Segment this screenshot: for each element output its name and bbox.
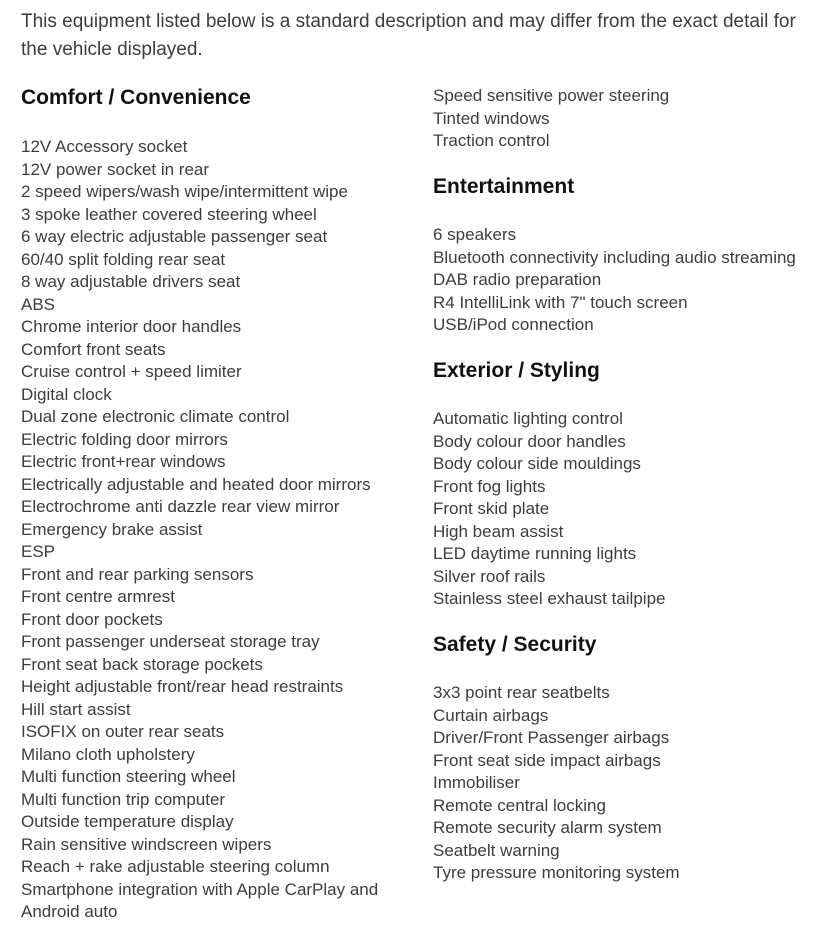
list-item: DAB radio preparation [433, 270, 602, 289]
list-item: 6 way electric adjustable passenger seat [21, 227, 328, 246]
list-item: ESP [21, 542, 56, 561]
list-item: Stainless steel exhaust tailpipe [433, 589, 666, 608]
list-item: 8 way adjustable drivers seat [21, 272, 241, 291]
list-item: Front door pockets [21, 609, 163, 629]
list-item: Cruise control + speed limiter [21, 362, 242, 381]
list-item: Tinted windows [433, 108, 550, 128]
list-item: 2 speed wipers/wash wipe/intermittent wipe [21, 182, 348, 201]
list-item: Multi function steering wheel [21, 767, 236, 786]
safety-list [433, 682, 680, 885]
entertainment-heading: Entertainment [433, 175, 575, 198]
list-item: Front fog lights [433, 476, 546, 496]
list-item: Body colour side mouldings [433, 454, 641, 473]
list-item: ABS [21, 294, 56, 314]
list-item: Comfort front seats [21, 339, 166, 359]
list-item: Tyre pressure monitoring system [433, 863, 680, 882]
list-item: 3x3 point rear seatbelts [433, 683, 610, 702]
list-item: Outside temperature display [21, 812, 234, 831]
list-item: Curtain airbags [433, 705, 549, 725]
list-item: Hill start assist [21, 699, 131, 719]
list-item: Milano cloth upholstery [21, 744, 195, 764]
list-item: Driver/Front Passenger airbags [433, 728, 670, 747]
list-item: Immobiliser [433, 773, 520, 792]
list-item: Rain sensitive windscreen wipers [21, 834, 272, 854]
exterior-list [433, 408, 665, 611]
list-item: Front centre armrest [21, 587, 175, 606]
list-item: Speed sensitive power steering [433, 86, 670, 105]
list-item: Seatbelt warning [433, 840, 560, 860]
list-item: Body colour door handles [433, 431, 626, 451]
list-item: LED daytime running lights [433, 544, 637, 563]
list-item: Electric folding door mirrors [21, 429, 228, 449]
list-item: Front seat side impact airbags [433, 750, 661, 770]
list-item: R4 IntelliLink with 7" touch screen [433, 292, 688, 312]
list-item: Front seat back storage pockets [21, 654, 263, 674]
list-item: Emergency brake assist [21, 519, 203, 539]
list-item: Remote central locking [433, 795, 606, 815]
list-item: Automatic lighting control [433, 409, 623, 428]
list-item: Multi function trip computer [21, 789, 226, 809]
safety-heading: Safety / Security [433, 633, 597, 656]
list-item: Silver roof rails [433, 566, 546, 586]
list-item: Electrochrome anti dazzle rear view mirror [21, 497, 340, 516]
list-item: Height adjustable front/rear head restraints [21, 677, 344, 696]
list-item: Chrome interior door handles [21, 317, 242, 336]
list-item: Front skid plate [433, 499, 550, 518]
list-item: Traction control [433, 131, 550, 150]
list-item: Front and rear parking sensors [21, 564, 254, 584]
entertainment-list [433, 224, 818, 337]
list-item: 60/40 split folding rear seat [21, 249, 226, 269]
list-item: Bluetooth connectivity including audio streaming [433, 247, 796, 267]
list-item: 3 spoke leather covered steering wheel [21, 204, 317, 224]
list-item: 12V power socket in rear [21, 159, 210, 179]
comfort-heading: Comfort / Convenience [21, 86, 251, 109]
comfort-list [21, 136, 406, 924]
exterior-heading: Exterior / Styling [433, 359, 600, 382]
list-item: Reach + rake adjustable steering column [21, 857, 330, 876]
list-item: 6 speakers [433, 225, 517, 244]
list-item: ISOFIX on outer rear seats [21, 722, 225, 741]
list-item: 12V Accessory socket [21, 137, 188, 156]
list-item: USB/iPod connection [433, 315, 594, 334]
list-item: Dual zone electronic climate control [21, 407, 290, 426]
list-item: Electrically adjustable and heated door mirrors [21, 474, 371, 494]
list-item: Electric front+rear windows [21, 452, 226, 471]
list-item: Front passenger underseat storage tray [21, 632, 320, 651]
comfort-list-continued [433, 85, 669, 153]
intro-text: This equipment listed below is a standard description and may differ from the exact detail for the vehicle displayed. [21, 11, 796, 60]
list-item: Smartphone integration with Apple CarPlay and Android auto [21, 879, 379, 921]
list-item: High beam assist [433, 521, 564, 541]
list-item: Remote security alarm system [433, 818, 662, 837]
list-item: Digital clock [21, 384, 112, 404]
